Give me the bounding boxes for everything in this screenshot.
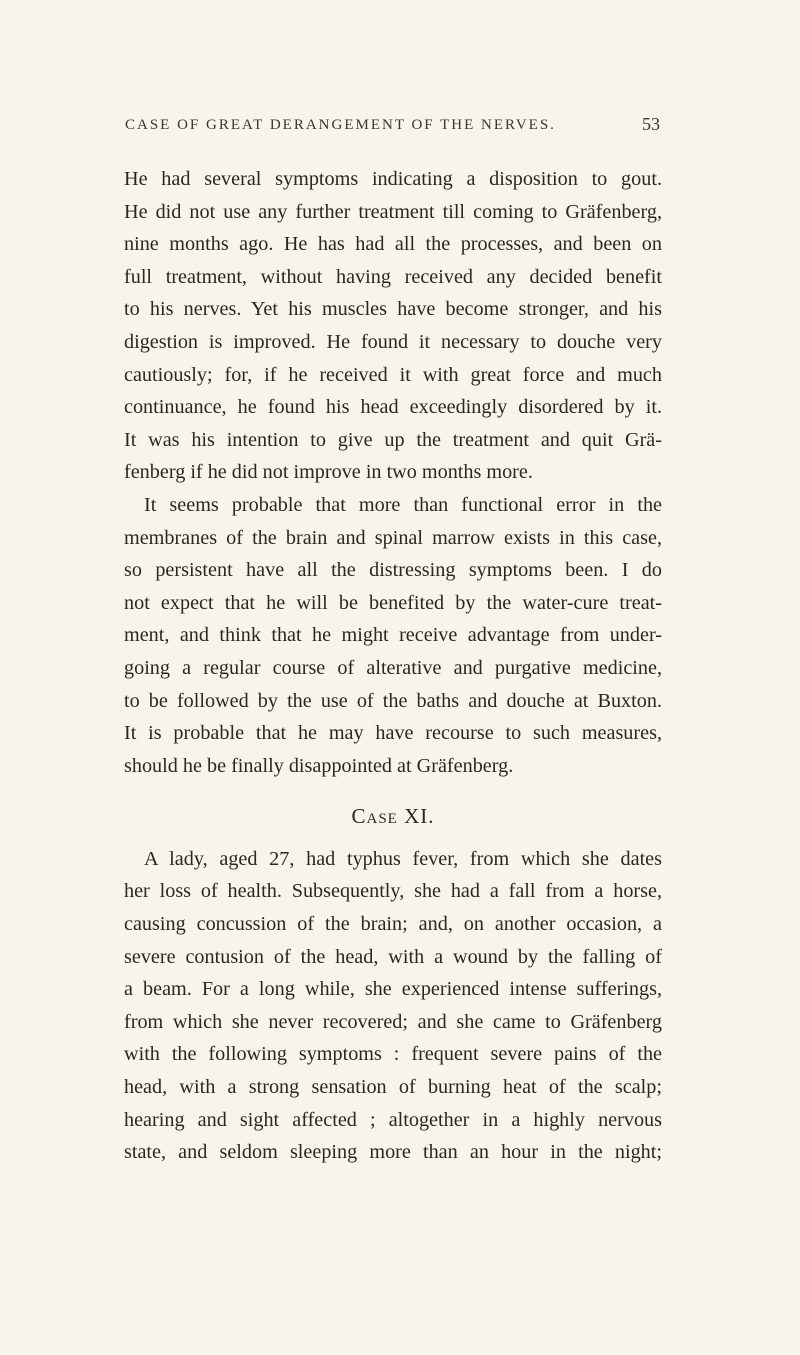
text-line: a beam. For a long while, she experienced intense sufferings,	[124, 978, 662, 1001]
running-head-title: CASE OF GREAT DERANGEMENT OF THE NERVES.	[125, 117, 556, 133]
text-line: causing concussion of the brain; and, on another occasion, a	[124, 913, 662, 936]
text-line: to be followed by the use of the baths and douche at Buxton.	[124, 689, 662, 712]
text-line: going a regular course of alterative and purgative medicine,	[124, 656, 662, 679]
running-head	[125, 114, 660, 145]
text-line: It seems probable that more than functional error in the	[144, 493, 662, 516]
text-line: hearing and sight affected ; altogether in a highly nervous	[124, 1108, 662, 1131]
case-heading: Case XI.	[351, 804, 435, 829]
page-number: 53	[642, 114, 660, 134]
text-line: It is probable that he may have recourse to such measures,	[124, 722, 662, 745]
text-line: head, with a strong sensation of burning heat of the scalp;	[124, 1076, 662, 1099]
text-line: A lady, aged 27, had typhus fever, from which she dates	[144, 847, 662, 870]
text-line: He did not use any further treatment till coming to Gräfenberg,	[124, 200, 662, 223]
text-line: to his nerves. Yet his muscles have become stronger, and his	[124, 298, 662, 321]
text-line: should he be finally disappointed at Gräfenberg.	[124, 754, 514, 777]
paragraph-2	[124, 489, 662, 782]
paragraph-3	[124, 843, 662, 1169]
text-line: ment, and think that he might receive advantage from under-	[124, 624, 662, 647]
text-line: fenberg if he did not improve in two months more.	[124, 461, 533, 484]
body-text	[124, 163, 662, 1169]
text-line: continuance, he found his head exceedingly disordered by it.	[124, 396, 662, 419]
text-line: full treatment, without having received any decided benefit	[124, 265, 662, 288]
text-line: so persistent have all the distressing symptoms been. I do	[124, 559, 662, 582]
text-line: with the following symptoms : frequent severe pains of the	[124, 1043, 662, 1066]
text-line: It was his intention to give up the treatment and quit Grä-	[124, 428, 662, 451]
text-line: digestion is improved. He found it necessary to douche very	[124, 330, 662, 353]
text-line: membranes of the brain and spinal marrow exists in this case,	[124, 526, 662, 549]
text-line: He had several symptoms indicating a disposition to gout.	[124, 168, 662, 190]
text-line: her loss of health. Subsequently, she had a fall from a horse,	[124, 880, 662, 903]
text-line: cautiously; for, if he received it with great force and much	[124, 363, 662, 386]
text-line: severe contusion of the head, with a wound by the falling of	[124, 945, 662, 968]
text-line: state, and seldom sleeping more than an hour in the night;	[124, 1141, 662, 1164]
text-line: from which she never recovered; and she came to Gräfenberg	[124, 1010, 662, 1033]
text-line: not expect that he will be benefited by the water-cure treat-	[124, 591, 662, 614]
text-line: nine months ago. He has had all the processes, and been on	[124, 233, 662, 256]
paragraph-1	[124, 163, 662, 489]
